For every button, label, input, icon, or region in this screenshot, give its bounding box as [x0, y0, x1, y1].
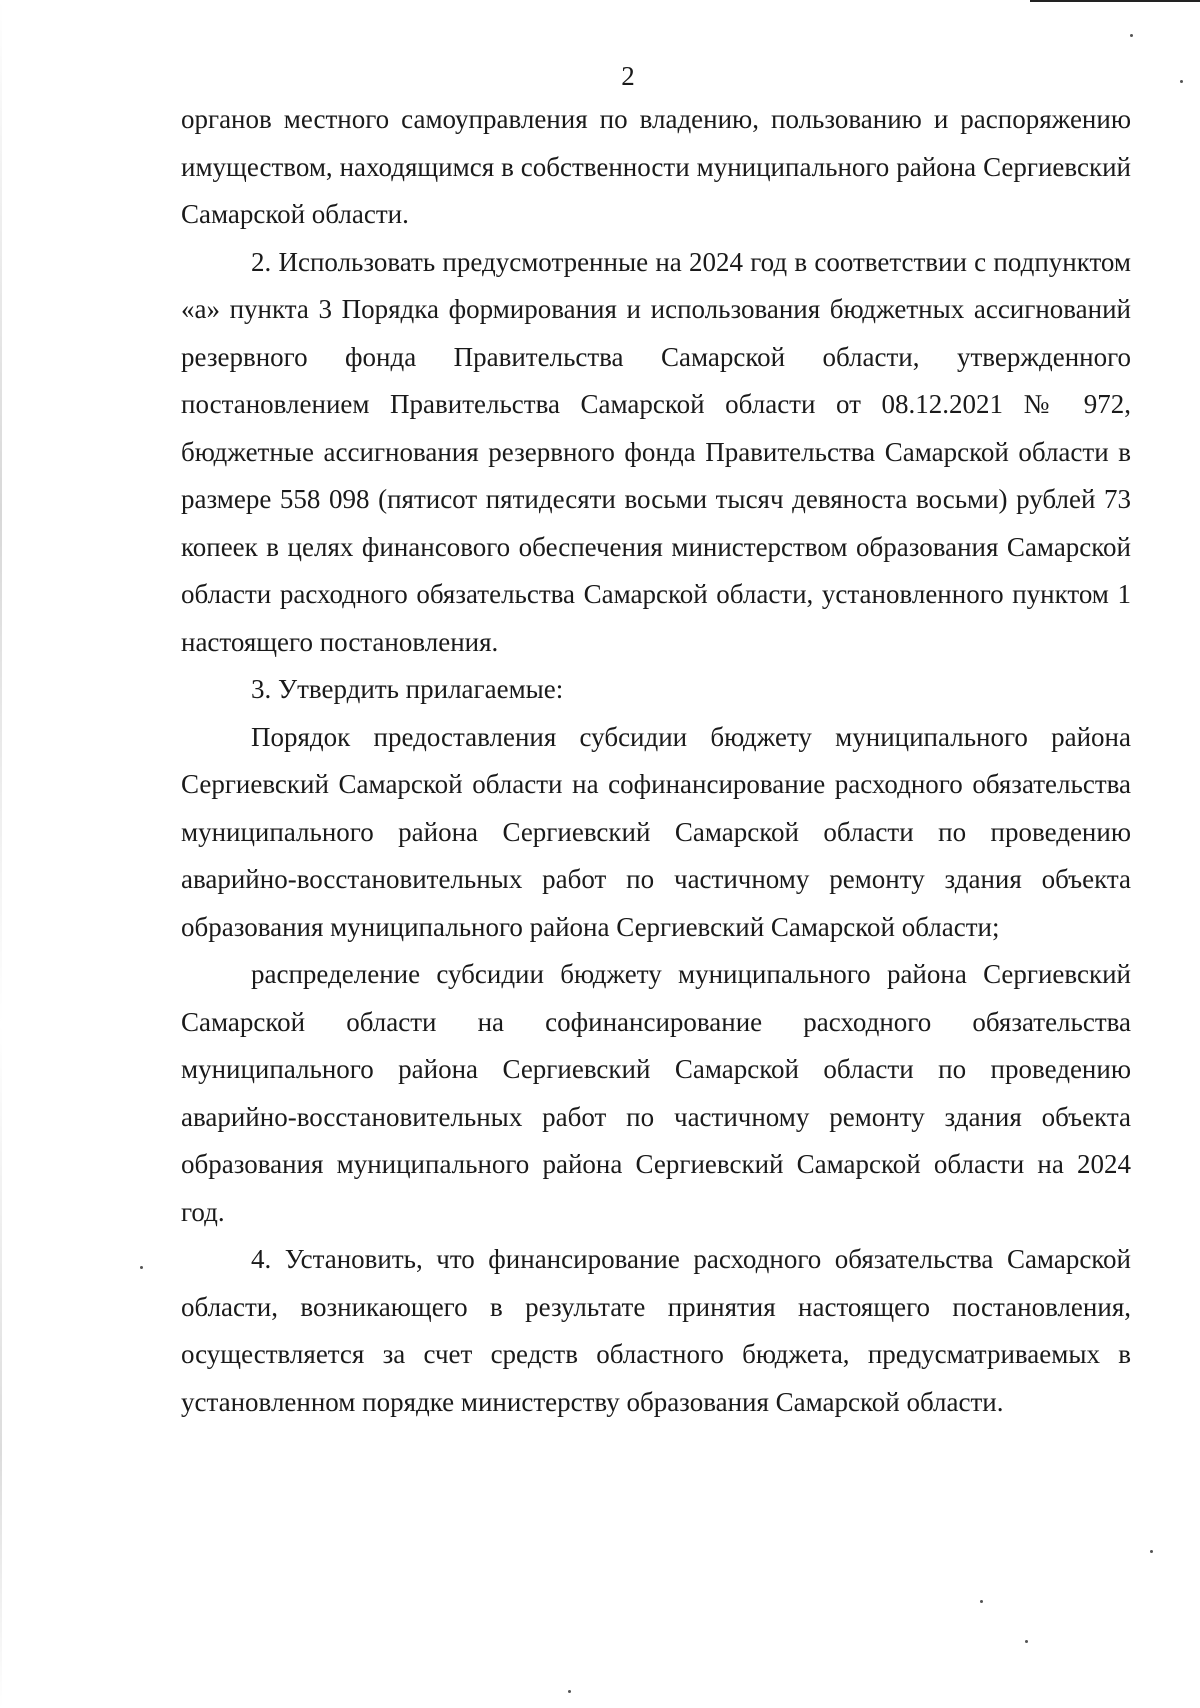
scan-left-edge	[0, 0, 2, 1708]
scan-speck	[140, 1266, 143, 1269]
scan-speck	[1130, 34, 1133, 37]
scan-speck	[1150, 1550, 1153, 1553]
document-body	[181, 96, 1131, 1426]
scan-speck	[568, 1690, 571, 1693]
paragraph-item-4: 4. Установить, что финансирование расходного обязательства Самарской области, возникающего в результате принятия настоящего постановления, осуществляется за счет средств областного бюджета, предусматриваемых в установленном порядке министерству образования Самарской области.	[181, 1244, 1131, 1417]
paragraph-item-2: 2. Использовать предусмотренные на 2024 год в соответствии с подпунктом «а» пункта 3 Порядка формирования и использования бюджетных ассигнований резервного фонда Правительства Самарской области, утвержденного постановлением Правительства Самарской области от 08.12.2021 № 972, бюджетные ассигнования резервного фонда Правительства Самарской области в размере 558 098 (пятисот пятидесяти восьми тысяч девяноста восьми) рублей 73 копеек в целях финансового обеспечения министерством образования Самарской области расходного обязательства Самарской области, установленного пунктом 1 настоящего постановления.	[181, 246, 1131, 657]
paragraph-item-3: 3. Утвердить прилагаемые:	[251, 674, 564, 704]
scan-speck	[1180, 80, 1183, 83]
page-number: 2	[621, 61, 635, 91]
paragraph-procedure: Порядок предоставления субсидии бюджету муниципального района Сергиевский Самарской области на софинансирование расходного обязательства муниципального района Сергиевский Самарской области по проведению аварийно-восстановительных работ по частичному ремонту здания объекта образования муниципального района Сергиевский Самарской области;	[181, 721, 1131, 942]
scan-speck	[980, 1600, 983, 1603]
scan-speck	[1025, 1640, 1028, 1643]
paragraph-distribution: распределение субсидии бюджету муниципального района Сергиевский Самарской области на софинансирование расходного обязательства муниципального района Сергиевский Самарской области по проведению аварийно-восстановительных работ по частичному ремонту здания объекта образования муниципального района Сергиевский Самарской области на 2024 год.	[181, 959, 1131, 1227]
top-right-rule	[1030, 0, 1200, 2]
paragraph-continuation: органов местного самоуправления по владению, пользованию и распоряжению имуществом, находящимся в собственности муниципального района Сергиевский Самарской области.	[181, 104, 1131, 229]
